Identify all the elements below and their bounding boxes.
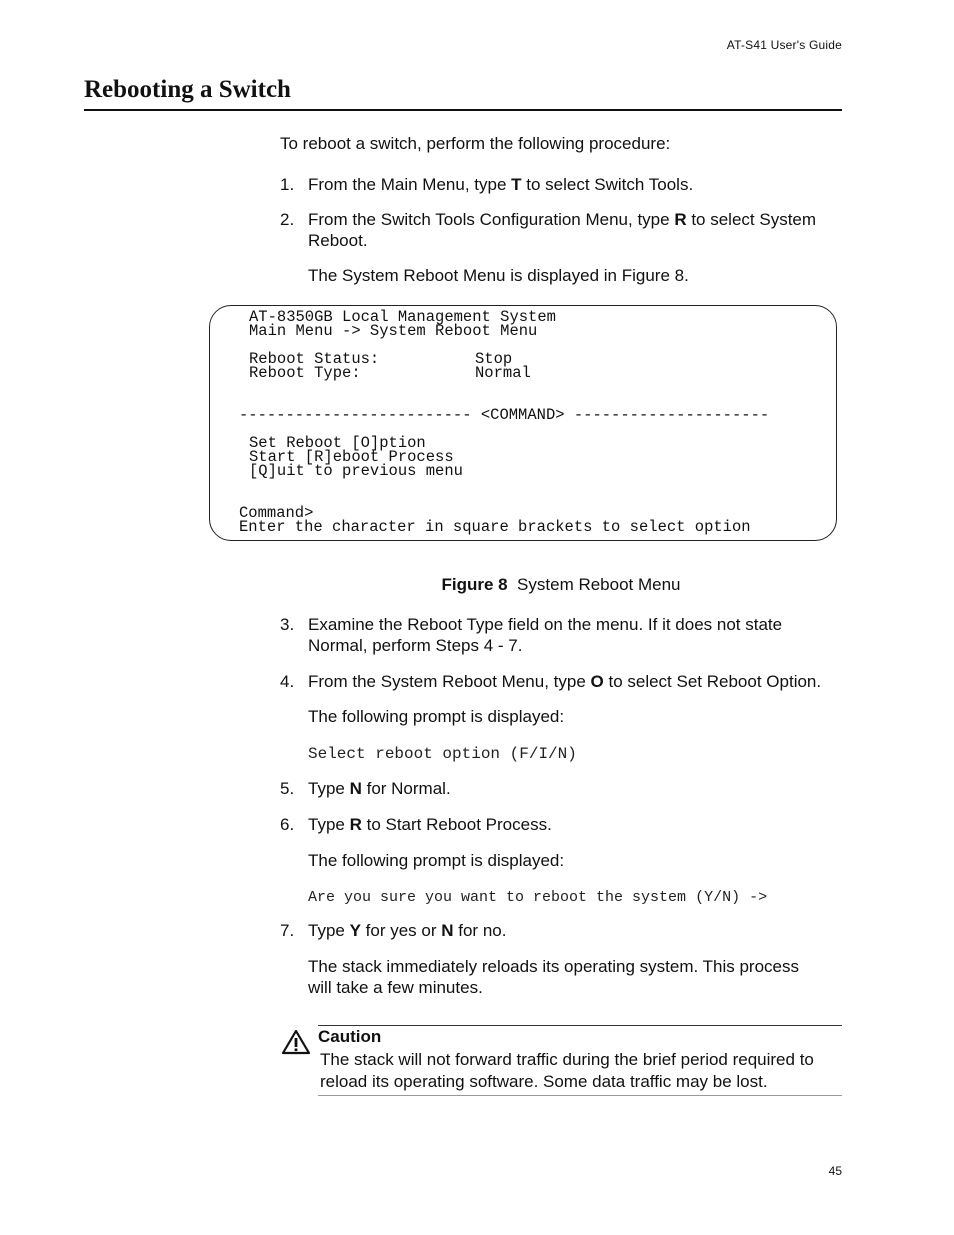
step-number: 7.	[280, 921, 295, 940]
menu-option-quit: [Q]uit to previous menu	[249, 462, 463, 480]
step-number: 4.	[280, 672, 295, 691]
step-number: 5.	[280, 779, 295, 798]
reboot-status-label: Reboot Status:	[249, 350, 380, 368]
key-label: N	[349, 779, 362, 798]
command-hint: Enter the character in square brackets to select option	[239, 518, 751, 536]
menu-option-set-reboot: Set Reboot [O]ption	[249, 434, 426, 452]
caution-rule-top	[318, 1025, 842, 1026]
prompt-note-2: The following prompt is displayed:	[308, 851, 565, 870]
step-text: Type Y for yes or N for no.	[308, 921, 507, 940]
reboot-type-value: Normal	[475, 364, 531, 382]
caution-title: Caution	[318, 1027, 382, 1046]
step-text: Type N for Normal.	[308, 779, 451, 798]
step-2	[280, 209, 840, 253]
step-number: 6.	[280, 815, 295, 834]
step-number: 1.	[280, 175, 295, 194]
key-label: R	[674, 210, 687, 229]
step-text: From the Main Menu, type T to select Switch Tools.	[308, 175, 694, 194]
step-7-note: The stack immediately reloads its operating system. This process will take a few minutes.	[308, 957, 799, 997]
key-label: Y	[349, 921, 361, 940]
command-separator: ------------------------- <COMMAND> ---------------------	[239, 406, 770, 424]
caution-text: The stack will not forward traffic during the brief period required to reload its operating software. Some data traffic may be lost.	[320, 1050, 814, 1091]
section-title: Rebooting a Switch	[84, 76, 291, 103]
step-3	[280, 614, 840, 658]
step-2-note: The System Reboot Menu is displayed in Figure 8.	[308, 266, 689, 285]
figure-caption	[0, 575, 954, 595]
terminal-breadcrumb: Main Menu -> System Reboot Menu	[249, 322, 538, 340]
step-text: Examine the Reboot Type field on the menu. If it does not state Normal, perform Steps 4 - 7.	[308, 615, 783, 655]
key-label: O	[590, 672, 604, 691]
title-rule	[84, 109, 842, 111]
step-number: 3.	[280, 615, 295, 634]
page-number: 45	[828, 1164, 842, 1178]
step-number: 2.	[280, 210, 295, 229]
terminal-title: AT-8350GB Local Management System	[249, 308, 556, 326]
intro-text: To reboot a switch, perform the following procedure:	[280, 134, 671, 153]
reboot-type-label: Reboot Type:	[249, 364, 361, 382]
prompt-select-option: Select reboot option (F/I/N)	[308, 745, 577, 763]
terminal-screen	[209, 305, 837, 541]
step-text: From the System Reboot Menu, type O to select Set Reboot Option.	[308, 672, 822, 691]
step-text: Type R to Start Reboot Process.	[308, 815, 552, 834]
key-label: N	[441, 921, 454, 940]
figure-caption-text: System Reboot Menu	[517, 575, 681, 594]
reboot-status-value: Stop	[475, 350, 513, 368]
step-text: From the Switch Tools Configuration Menu, type R to select System Reboot.	[308, 210, 817, 250]
menu-option-start-reboot: Start [R]eboot Process	[249, 448, 454, 466]
prompt-note-1: The following prompt is displayed:	[308, 707, 565, 726]
running-header: AT-S41 User's Guide	[726, 38, 842, 52]
prompt-confirm-reboot: Are you sure you want to reboot the system (Y/N) ->	[308, 889, 768, 906]
figure-label: Figure 8	[441, 575, 508, 594]
caution-rule-bottom	[318, 1095, 842, 1096]
key-label: R	[349, 815, 362, 834]
warning-triangle-icon	[281, 1029, 311, 1055]
command-prompt: Command>	[239, 504, 314, 522]
key-label: T	[511, 175, 522, 194]
